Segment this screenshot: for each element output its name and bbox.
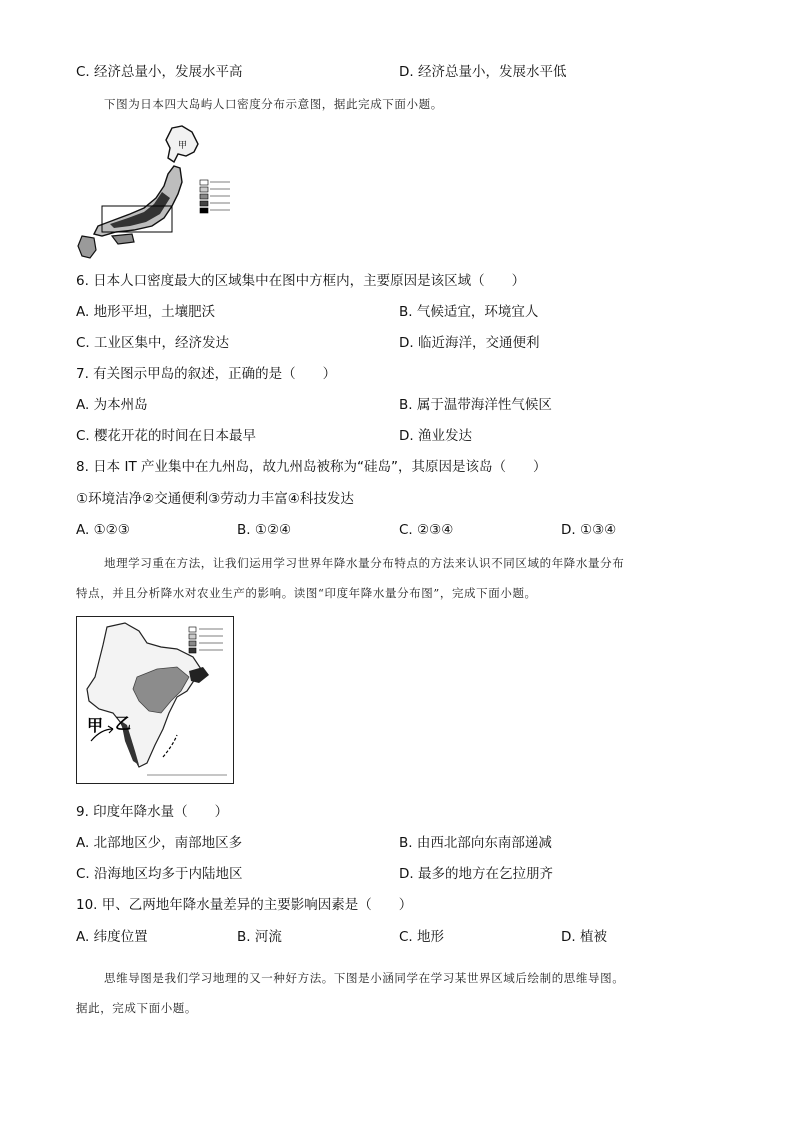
q9-option-c[interactable]: C. 沿海地区均多于内陆地区 xyxy=(76,866,243,882)
q5-option-d: D. 经济总量小，发展水平低 xyxy=(399,64,567,80)
q6-option-a[interactable]: A. 地形平坦，土壤肥沃 xyxy=(76,304,216,320)
q8-option-d[interactable]: D. ①③④ xyxy=(561,522,617,538)
label-jia: 甲 xyxy=(87,716,104,735)
q6-option-b[interactable]: B. 气候适宜，环境宜人 xyxy=(399,304,539,320)
q10-option-a[interactable]: A. 纬度位置 xyxy=(76,929,148,945)
q8-items: ①环境洁净②交通便利③劳动力丰富④科技发达 xyxy=(76,491,354,507)
japan-population-map xyxy=(74,122,244,262)
label-jia-island: 甲 xyxy=(178,141,188,151)
q8-option-c[interactable]: C. ②③④ xyxy=(399,522,454,538)
q9-stem: 9. 印度年降水量（ ） xyxy=(76,804,229,820)
q9-option-b[interactable]: B. 由西北部向东南部递减 xyxy=(399,835,552,851)
q7-option-b[interactable]: B. 属于温带海洋性气候区 xyxy=(399,397,552,413)
intro-mindmap-line1: 思维导图是我们学习地理的又一种好方法。下图是小涵同学在学习某世界区域后绘制的思维导图。 xyxy=(104,971,625,985)
q10-option-d[interactable]: D. 植被 xyxy=(561,929,607,945)
intro-india-line2: 特点，并且分析降水对农业生产的影响。读图“印度年降水量分布图”，完成下面小题。 xyxy=(76,586,537,600)
q6-option-c[interactable]: C. 工业区集中，经济发达 xyxy=(76,335,230,351)
q10-stem: 10. 甲、乙两地年降水量差异的主要影响因素是（ ） xyxy=(76,897,413,913)
q8-stem: 8. 日本 IT 产业集中在九州岛，故九州岛被称为“硅岛”，其原因是该岛（ ） xyxy=(76,459,547,475)
q7-option-c[interactable]: C. 樱花开花的时间在日本最早 xyxy=(76,428,257,444)
q8-option-b[interactable]: B. ①②④ xyxy=(237,522,292,538)
india-rainfall-map xyxy=(76,616,234,784)
intro-india-line1: 地理学习重在方法，让我们运用学习世界年降水量分布特点的方法来认识不同区域的年降水量分布 xyxy=(104,556,625,570)
q9-option-a[interactable]: A. 北部地区少，南部地区多 xyxy=(76,835,243,851)
label-yi: 乙 xyxy=(115,714,132,733)
intro-japan: 下图为日本四大岛屿人口密度分布示意图，据此完成下面小题。 xyxy=(104,97,443,111)
q7-stem: 7. 有关图示甲岛的叙述，正确的是（ ） xyxy=(76,366,337,382)
q8-option-a[interactable]: A. ①②③ xyxy=(76,522,130,538)
q7-option-a[interactable]: A. 为本州岛 xyxy=(76,397,148,413)
q5-option-c: C. 经济总量小，发展水平高 xyxy=(76,64,243,80)
q10-option-b[interactable]: B. 河流 xyxy=(237,929,282,945)
q10-option-c[interactable]: C. 地形 xyxy=(399,929,445,945)
q6-option-d[interactable]: D. 临近海洋，交通便利 xyxy=(399,335,540,351)
q9-option-d[interactable]: D. 最多的地方在乞拉朋齐 xyxy=(399,866,553,882)
q6-stem: 6. 日本人口密度最大的区域集中在图中方框内，主要原因是该区域（ ） xyxy=(76,273,526,289)
intro-mindmap-line2: 据此，完成下面小题。 xyxy=(76,1001,197,1015)
q7-option-d[interactable]: D. 渔业发达 xyxy=(399,428,472,444)
